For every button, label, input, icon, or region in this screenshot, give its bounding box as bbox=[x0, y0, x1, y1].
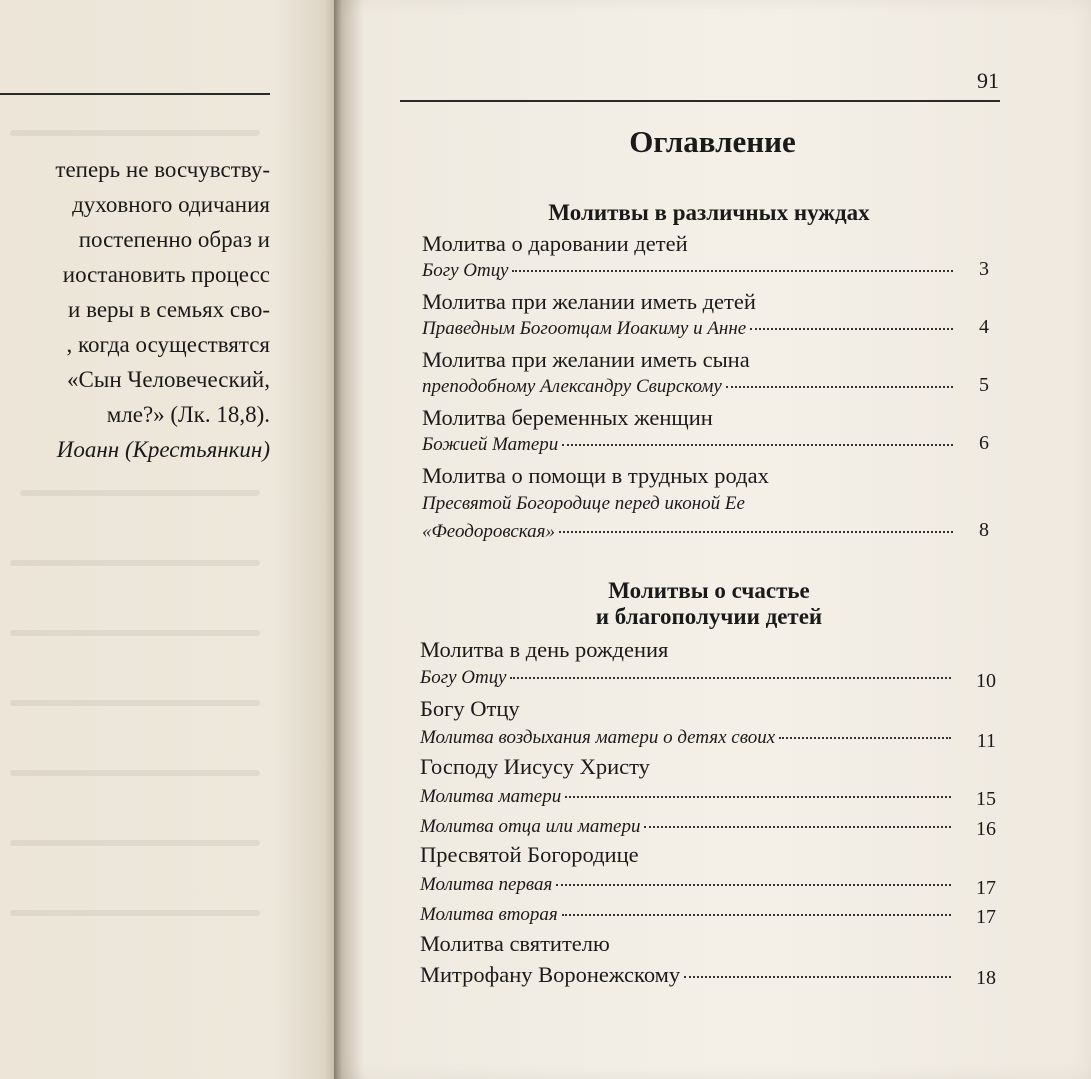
bleed-through-text bbox=[10, 560, 260, 566]
toc-page-number: 5 bbox=[979, 374, 989, 396]
toc-entry[interactable] bbox=[420, 786, 955, 808]
dot-leader bbox=[562, 444, 953, 446]
toc-entry-label: преподобному Александру Свирскому bbox=[422, 376, 722, 397]
toc-page-number: 6 bbox=[979, 432, 989, 454]
toc-entry-label: Молитва отца или матери bbox=[420, 816, 641, 837]
section-heading bbox=[394, 200, 1024, 226]
toc-item-title: Молитва о даровании детей bbox=[422, 231, 688, 256]
toc-item-title: Богу Отцу bbox=[420, 696, 520, 721]
header-rule bbox=[400, 100, 1000, 102]
toc-page-number: 16 bbox=[976, 818, 996, 840]
toc-page-number: 4 bbox=[979, 316, 989, 338]
bleed-through-text bbox=[10, 770, 260, 776]
toc-entry-label: Молитва воздыхания матери о детях своих bbox=[420, 727, 776, 748]
toc-item-title: Молитва при желании иметь сына bbox=[422, 347, 750, 372]
toc-entry-label: Молитва вторая bbox=[420, 904, 558, 925]
dot-leader bbox=[556, 884, 951, 886]
toc-entry-label: Молитва матери bbox=[420, 786, 562, 807]
toc-entry[interactable] bbox=[420, 874, 955, 896]
toc-page-number: 17 bbox=[976, 877, 996, 899]
section-heading bbox=[394, 578, 1024, 630]
body-text-line: иостановить процесс bbox=[62, 262, 270, 287]
toc-entry[interactable] bbox=[420, 816, 955, 838]
bleed-through-text bbox=[10, 910, 260, 916]
toc-item-title: Господу Иисусу Христу bbox=[420, 754, 650, 779]
toc-page-number: 15 bbox=[976, 788, 996, 810]
toc-item-title: Молитва святителю bbox=[420, 931, 610, 956]
bleed-through-text bbox=[10, 840, 260, 846]
toc-entry-label: Божией Матери bbox=[422, 434, 559, 455]
toc-entry[interactable] bbox=[420, 962, 955, 988]
bleed-through-text bbox=[10, 130, 260, 136]
dot-leader bbox=[510, 677, 951, 679]
toc-entry-label: Богу Отцу bbox=[422, 260, 509, 281]
dot-leader bbox=[562, 914, 951, 916]
section-heading-line: и благополучии детей bbox=[595, 604, 823, 629]
toc-entry-label: «Феодоровская» bbox=[422, 521, 555, 542]
toc-entry[interactable] bbox=[420, 667, 955, 689]
author-signature: Иоанн (Крестьянкин) bbox=[56, 437, 270, 462]
dot-leader bbox=[559, 531, 953, 533]
body-text-line: теперь не восчувству- bbox=[55, 157, 270, 182]
body-text-line: постепенно образ и bbox=[78, 227, 270, 252]
toc-page-number: 18 bbox=[976, 967, 996, 989]
bleed-through-text bbox=[10, 700, 260, 706]
body-text-line: , когда осуществятся bbox=[66, 332, 270, 357]
toc-title: Оглавление bbox=[629, 124, 796, 159]
dot-leader bbox=[684, 976, 951, 978]
dot-leader bbox=[750, 328, 953, 330]
dot-leader bbox=[512, 270, 953, 272]
toc-entry[interactable] bbox=[422, 376, 957, 398]
dot-leader bbox=[726, 386, 953, 388]
toc-entry[interactable] bbox=[420, 727, 955, 749]
toc-item-title: Пресвятой Богородице bbox=[420, 842, 639, 867]
toc-entry[interactable] bbox=[422, 521, 957, 543]
page-number: 91 bbox=[977, 68, 999, 93]
toc-entry-label: Пресвятой Богородице перед иконой Ее bbox=[422, 493, 745, 514]
toc-item-title: Молитва в день рождения bbox=[420, 637, 669, 662]
body-text-line: духовного одичания bbox=[72, 192, 270, 217]
dot-leader bbox=[779, 737, 951, 739]
dot-leader bbox=[644, 826, 951, 828]
toc-entry-label: Митрофану Воронежскому bbox=[420, 962, 681, 987]
toc-item-title: Молитва при желании иметь детей bbox=[422, 289, 756, 314]
right-page bbox=[334, 0, 1091, 1079]
body-text-line: мле?» (Лк. 18,8). bbox=[106, 402, 270, 427]
header-rule bbox=[0, 93, 270, 95]
left-page bbox=[0, 0, 342, 1079]
dot-leader bbox=[565, 796, 951, 798]
toc-page-number: 8 bbox=[979, 519, 989, 541]
toc-entry[interactable] bbox=[422, 434, 957, 456]
toc-page-number: 17 bbox=[976, 906, 996, 928]
toc-entry-label: Богу Отцу bbox=[420, 667, 507, 688]
bleed-through-text bbox=[20, 490, 260, 496]
toc-page-number: 11 bbox=[976, 730, 996, 752]
toc-entry-label: Праведным Богоотцам Иоакиму и Анне bbox=[422, 318, 747, 339]
toc-page-number: 3 bbox=[979, 258, 989, 280]
toc-item-title: Молитва о помощи в трудных родах bbox=[422, 463, 769, 488]
toc-page-number: 10 bbox=[976, 670, 996, 692]
toc-entry[interactable] bbox=[420, 904, 955, 926]
toc-entry-label: Молитва первая bbox=[420, 874, 553, 895]
toc-entry[interactable] bbox=[422, 260, 957, 282]
section-heading-line: Молитвы о счастье bbox=[608, 578, 810, 603]
body-text-line: и веры в семьях сво- bbox=[68, 297, 270, 322]
bleed-through-text bbox=[10, 630, 260, 636]
toc-entry[interactable] bbox=[422, 318, 957, 340]
section-heading-line: Молитвы в различных нуждах bbox=[548, 200, 870, 225]
body-text-line: «Сын Человеческий, bbox=[67, 367, 270, 392]
toc-item-title: Молитва беременных женщин bbox=[422, 405, 713, 430]
